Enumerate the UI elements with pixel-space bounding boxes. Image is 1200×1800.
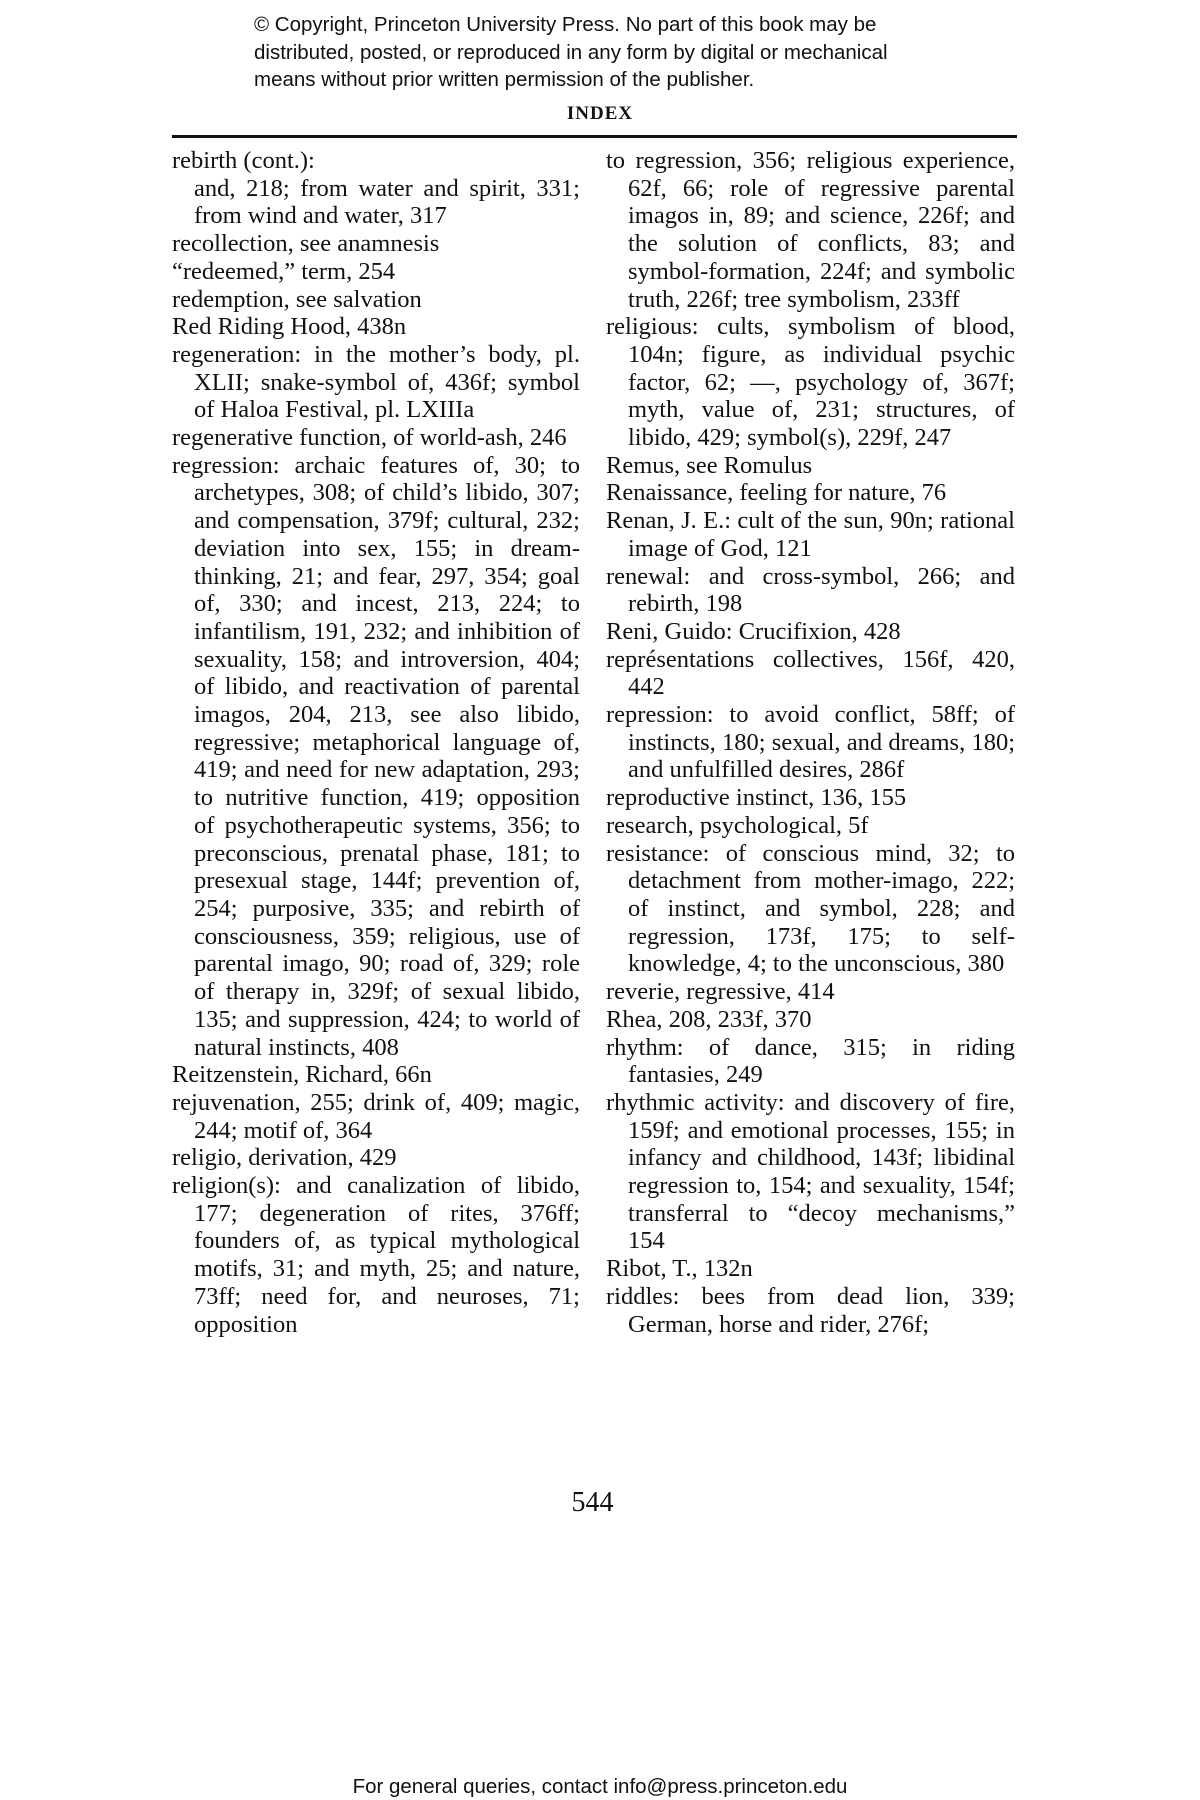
index-entry: Renan, J. E.: cult of the sun, 90n; rational image of God, 121 [606, 507, 1015, 562]
index-entry: repression: to avoid conflict, 58ff; of instincts, 180; sexual, and dreams, 180; and unfulfilled desires, 286f [606, 701, 1015, 784]
heading-rule [172, 135, 1017, 138]
index-entry: Reitzenstein, Richard, 66n [172, 1061, 432, 1089]
index-entry: regeneration: in the mother’s body, pl. XLII; snake-symbol of, 436f; symbol of Haloa Festival, pl. LXIIIa [172, 340, 580, 424]
index-column-right [606, 147, 1015, 1338]
footer-contact: For general queries, contact info@press.princeton.edu [352, 1775, 848, 1798]
index-entry: regenerative function, of world-ash, 246 [172, 424, 567, 452]
index-entry: rebirth (cont.): [172, 147, 315, 174]
index-entry: religio, derivation, 429 [172, 1144, 397, 1172]
index-entry: Renaissance, feeling for nature, 76 [606, 479, 947, 507]
index-entry: reverie, regressive, 414 [606, 978, 835, 1006]
index-entry: and, 218; from water and spirit, 331; from wind and water, 317 [194, 174, 580, 230]
index-entry: reproductive instinct, 136, 155 [606, 784, 907, 812]
index-entry: Remus, see Romulus [606, 451, 813, 479]
index-entry: regression: archaic features of, 30; to archetypes, 308; of child’s libido, 307; and compensation, 379f; cultural, 232; deviation into sex, 155; in dream-thinking, 21; and fear, 297, 354; goal of, 330; and incest, 213, 224; to infantilism, 191, 232; and inhibition of sexuality, 158; and introversion, 404; of libido, and reactivation of parental imagos, 204, 213, see also libido, regressive; metaphorical language of, 419; and need for new adaptation, 293; to nutritive function, 419; opposition of psychotherapeutic systems, 356; to preconscious, prenatal phase, 181; to presexual stage, 144f; prevention of, 254; purposive, 335; and rebirth of consciousness, 359; religious, use of parental imago, 90; road of, 329; role of therapy in, 329f; of sexual libido, 135; and suppression, 424; to world of natural instincts, 408 [172, 451, 580, 1061]
page-number: 544 [571, 1487, 614, 1518]
index-entry: research, psychological, 5f [606, 811, 869, 839]
index-entry: représentations collectives, 156f, 420, 442 [606, 645, 1015, 701]
copyright-line: means without prior written permission of the publisher. [254, 68, 755, 91]
index-entry: rhythmic activity: and discovery of fire, 159f; and emotional processes, 155; in infancy and childhood, 143f; libidinal regression to, 154; and sexuality, 154f; transferral to “decoy mechanisms,” 154 [606, 1088, 1015, 1255]
index-entry: redemption, see salvation [172, 285, 422, 313]
index-entry: riddles: bees from dead lion, 339; German, horse and rider, 276f; [606, 1282, 1015, 1338]
index-entry: rhythm: of dance, 315; in riding fantasies, 249 [606, 1033, 1015, 1089]
page-heading: INDEX [566, 103, 634, 124]
index-entry: recollection, see anamnesis [172, 230, 440, 258]
index-entry: religious: cults, symbolism of blood, 104n; figure, as individual psychic factor, 62; —, psychology of, 367f; myth, value of, 231; structures, of libido, 429; symbol(s), 229f, 247 [606, 313, 1015, 452]
index-column-left [172, 147, 580, 1338]
index-entry: Ribot, T., 132n [606, 1255, 753, 1283]
index-entry: Red Riding Hood, 438n [172, 313, 407, 341]
index-entry: religion(s): and canalization of libido, 177; degeneration of rites, 376ff; founders of, as typical mythological motifs, 31; and myth, 25; and nature, 73ff; need for, and neuroses, 71; opposition [172, 1172, 580, 1338]
index-entry: rejuvenation, 255; drink of, 409; magic, 244; motif of, 364 [172, 1088, 580, 1144]
index-entry: renewal: and cross-symbol, 266; and rebirth, 198 [606, 562, 1015, 618]
copyright-notice [254, 11, 1014, 94]
copyright-line: © Copyright, Princeton University Press. No part of this book may be [254, 13, 877, 36]
index-entry: Rhea, 208, 233f, 370 [606, 1005, 812, 1033]
index-entry: resistance: of conscious mind, 32; to detachment from mother-imago, 222; of instinct, and symbol, 228; and regression, 173f, 175; to self-knowledge, 4; to the unconscious, 380 [606, 839, 1015, 978]
copyright-line: distributed, posted, or reproduced in any form by digital or mechanical [254, 40, 888, 64]
index-entry: to regression, 356; religious experience, 62f, 66; role of regressive parental imagos in, 89; and science, 226f; and the solution of conflicts, 83; and symbol-formation, 224f; and symbolic truth, 226f; tree symbolism, 233ff [606, 147, 1015, 313]
index-entry: “redeemed,” term, 254 [172, 257, 396, 285]
index-entry: Reni, Guido: Crucifixion, 428 [606, 617, 901, 645]
